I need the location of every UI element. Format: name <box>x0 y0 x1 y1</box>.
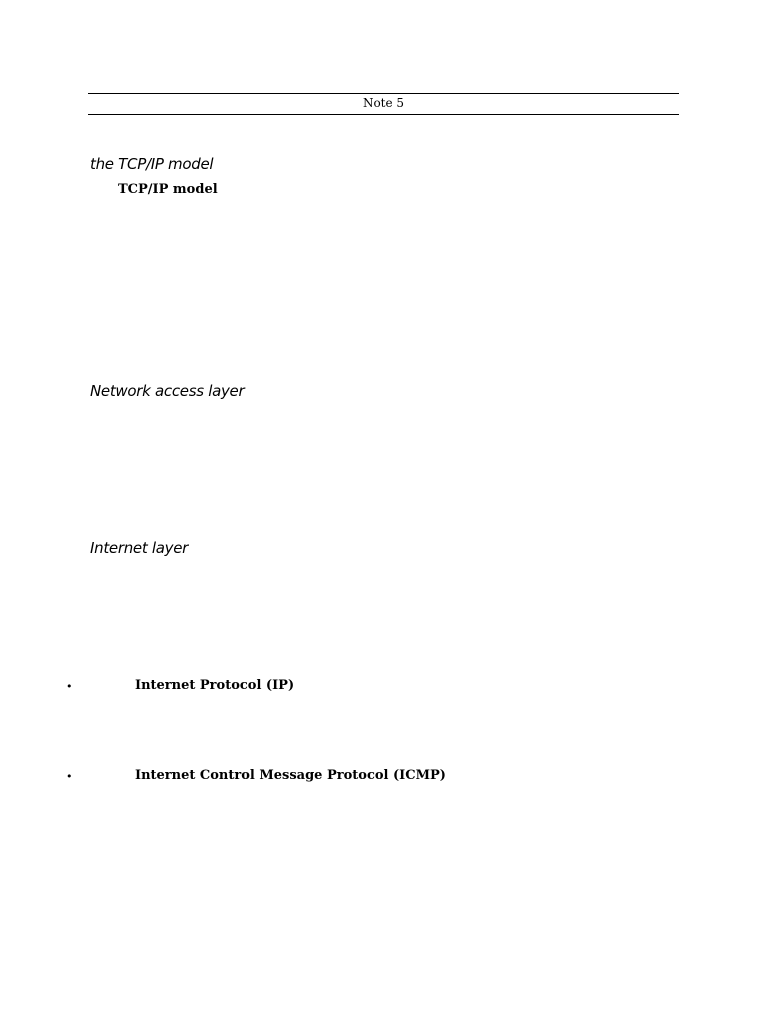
bullet-marker: • <box>66 680 73 693</box>
bullet-marker: • <box>66 770 73 783</box>
section-heading-internet-layer: Internet layer <box>90 539 189 557</box>
section-heading-network-access-layer: Network access layer <box>90 382 245 400</box>
page-header <box>88 93 679 115</box>
list-item-internet-protocol: Internet Protocol (IP) <box>135 678 295 693</box>
list-item-icmp: Internet Control Message Protocol (ICMP) <box>135 768 446 783</box>
header-title: Note 5 <box>362 96 405 110</box>
section-heading-tcpip-model: the TCP/IP model <box>90 155 214 173</box>
subheading-tcpip-model: TCP/IP model <box>118 182 218 197</box>
